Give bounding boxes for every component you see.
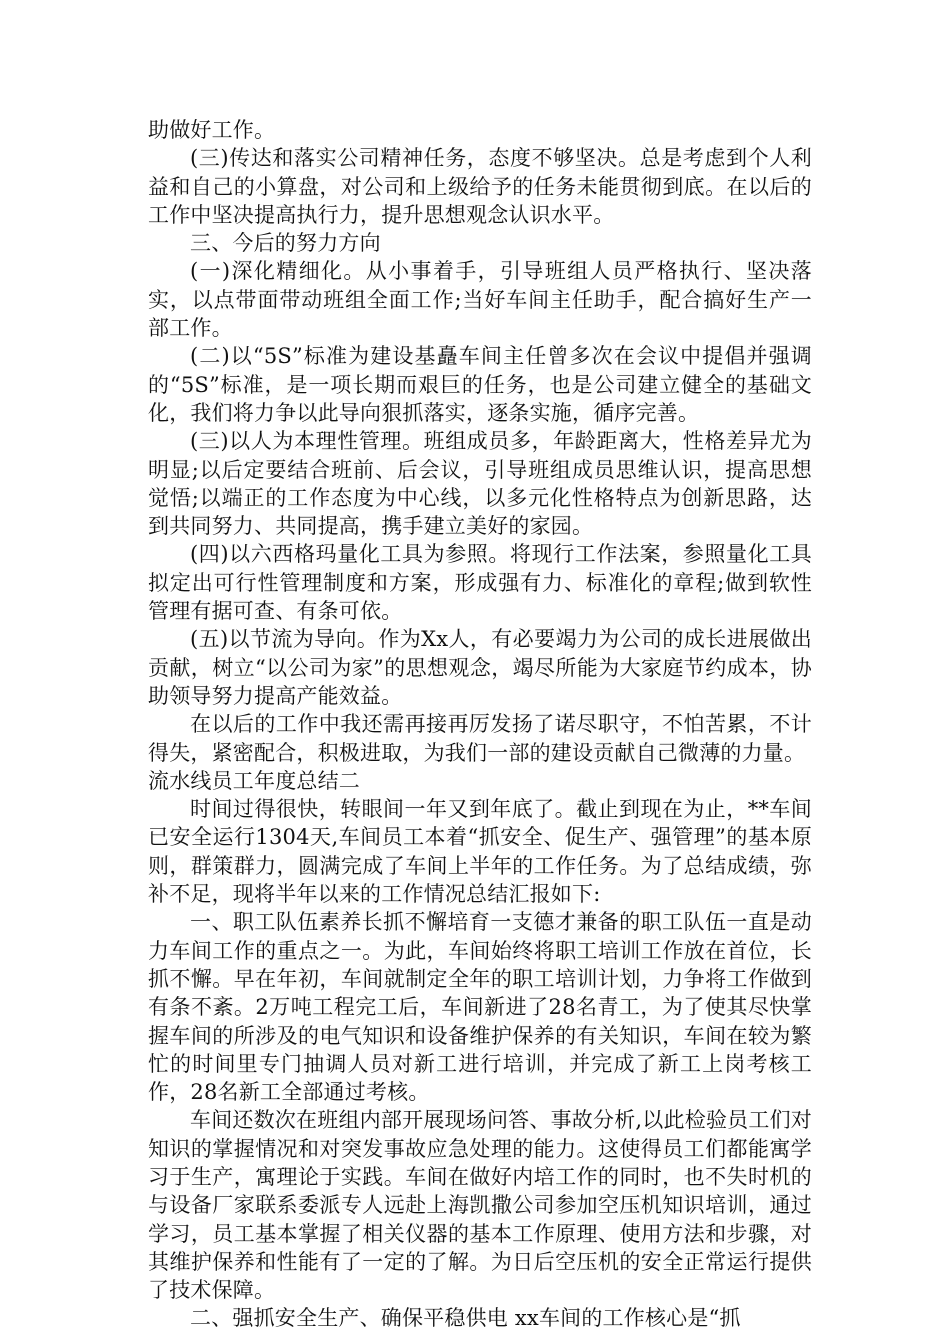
paragraph: 一、职工队伍素养长抓不懈培育一支德才兼备的职工队伍一直是动力车间工作的重点之一。为此，车间始终将职工培训工作放在首位，长抓不懈。早在年初，车间就制定全年的职工培训计划，力争将工作做到有条不紊。2万吨工程完工后，车间新进了28名青工，为了使其尽快掌握车间的所涉及的电气知识和设备维护保养的有关知识，车间在较为繁忙的时间里专门抽调人员对新工进行培训，并完成了新工上岗考核工作，28名新工全部通过考核。 <box>148 910 812 1105</box>
paragraph: (三)以人为本理性管理。班组成员多，年龄距离大，性格差异尤为明显;以后定要结合班前、后会议，引导班组成员思维认识，提高思想觉悟;以端正的工作态度为中心线，以多元化性格特点为创新思路，达到共同努力、共同提高，携手建立美好的家园。 <box>148 429 812 539</box>
paragraph: 在以后的工作中我还需再接再厉发扬了诺尽职守，不怕苦累，不计得失，紧密配合，积极进取，为我们一部的建设贡献自己微薄的力量。 <box>148 712 812 765</box>
paragraph: (五)以节流为导向。作为Xx人，有必要竭力为公司的成长进展做出贡献，树立“以公司为家”的思想观念，竭尽所能为大家庭节约成本，协助领导努力提高产能效益。 <box>148 627 812 708</box>
section-heading: 流水线员工年度总结二 <box>148 768 360 793</box>
paragraph: (一)深化精细化。从小事着手，引导班组人员严格执行、坚决落实，以点带面带动班组全面工作;当好车间主任助手，配合搞好生产一部工作。 <box>148 259 812 341</box>
paragraph: (三)传达和落实公司精神任务，态度不够坚决。总是考虑到个人利益和自己的小算盘，对公司和上级给予的任务未能贯彻到底。在以后的工作中坚决提高执行力，提升思想观念认识水平。 <box>148 146 812 227</box>
paragraph: 时间过得很快，转眼间一年又到年底了。截止到现在为止，**车间已安全运行1304天,车间员工本着“抓安全、促生产、强管理”的基本原则，群策群力，圆满完成了车间上半年的工作任务。为了总结成绩，弥补不足，现将半年以来的工作情况总结汇报如下: <box>148 797 812 907</box>
paragraph: 助做好工作。 <box>148 118 276 142</box>
paragraph: 车间还数次在班组内部开展现场问答、事故分析,以此检验员工们对知识的掌握情况和对突发事故应急处理的能力。这使得员工们都能寓学习于生产，寓理论于实践。车间在做好内培工作的同时，也不失时机的与设备厂家联系委派专人远赴上海凯撒公司参加空压机知识培训，通过学习，员工基本掌握了相关仪器的基本工作原理、使用方法和步骤，对其维护保养和性能有了一定的了解。为日后空压机的安全正常运行提供了技术保障。 <box>148 1108 812 1303</box>
paragraph: (二)以“5S”标准为建设基矗车间主任曾多次在会议中提倡并强调的“5S”标准，是一项长期而艰巨的任务，也是公司建立健全的基础文化，我们将力争以此导向狠抓落实，逐条实施，循序完善。 <box>148 344 812 425</box>
paragraph: (四)以六西格玛量化工具为参照。将现行工作法案，参照量化工具拟定出可行性管理制度和方案，形成强有力、标准化的章程;做到软性管理有据可查、有条可依。 <box>148 542 812 624</box>
paragraph: 二、强抓安全生产、确保平稳供电 xx车间的工作核心是“抓 <box>190 1306 741 1331</box>
document-body <box>148 116 812 1333</box>
paragraph: 三、今后的努力方向 <box>190 231 381 256</box>
